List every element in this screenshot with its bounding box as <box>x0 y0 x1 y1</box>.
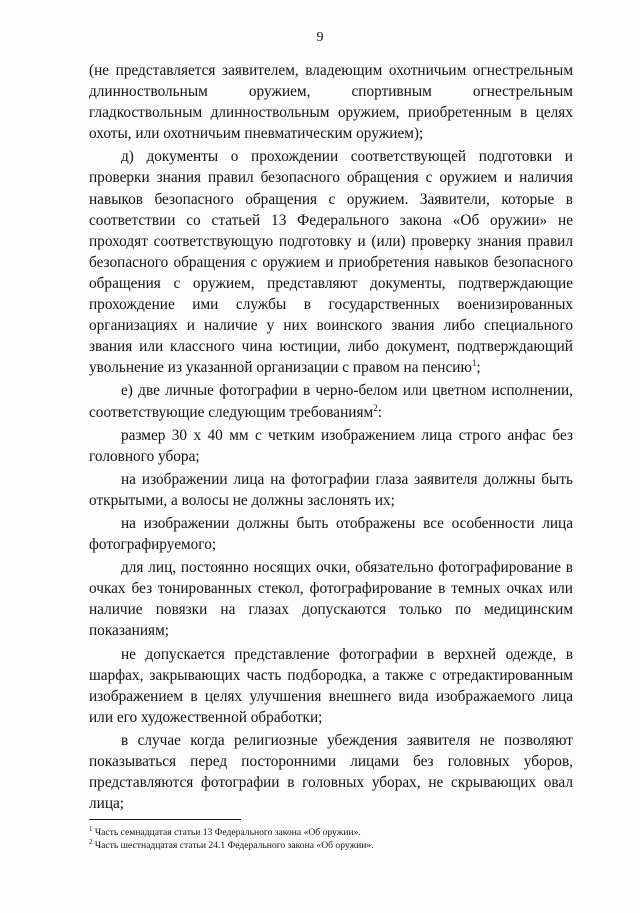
footnote-mark: 2 <box>89 837 93 846</box>
paragraph-tail: ; <box>476 359 481 377</box>
paragraph-text: е) две личные фотографии в черно-белом или цветном исполнении, соответствующие следующим требованиям <box>89 382 573 421</box>
photo-requirement-features: на изображении должны быть отображены все особенности лица фотографируемого; <box>89 514 573 554</box>
photo-requirement-glasses: для лиц, постоянно носящих очки, обязательно фотографирование в очках без тонированных стекол, фотографирование в темных очках или наличие повязки на глазах допускаются только по медицинским показаниям; <box>89 559 573 640</box>
page-number: 9 <box>316 30 324 45</box>
photo-requirement-outerwear: не допускается представление фотографии в верхней одежде, в шарфах, закрывающих часть подбородка, а также с отредактированным изображением в целях улучшения внешнего вида изображаемого лица или его художественной обработки; <box>89 645 573 726</box>
footnotes <box>89 826 573 852</box>
footnote-reference-2[interactable]: 2 <box>373 402 378 413</box>
photo-requirement-size: размер 30 х 40 мм с четким изображением лица строго анфас без головного убора; <box>89 426 573 465</box>
paragraph-continuation: (не представляется заявителем, владеющим охотничьим огнестрельным длинноствольным оружием, спортивным огнестрельным гладкоствольным длинноствольным оружием, приобретенным в целях охоты, или охотничьим пневматическим оружием); <box>89 62 573 143</box>
footnote-reference-1[interactable]: 1 <box>471 358 477 369</box>
footnote-mark: 1 <box>89 824 93 833</box>
footnote-text: Часть семнадцатая статьи 13 Федерального закона «Об оружии». <box>92 827 361 838</box>
photo-requirement-eyes: на изображении лица на фотографии глаза заявителя должны быть открытыми, а волосы не должны заслонять их; <box>89 470 573 509</box>
paragraph-item-d <box>89 146 573 378</box>
footnote-text: Часть шестнадцатая статьи 24.1 Федерального закона «Об оружии». <box>92 840 374 851</box>
paragraph-item-e <box>89 380 573 422</box>
paragraph-text: д) документы о прохождении соответствующей подготовки и проверки знания правил безопасного обращения с оружием и наличия навыков безопасного обращения с оружием. Заявители, которые в соответствии со статьей 13 Федерального закона «Об оружии» не проходят соответствующую подготовку и (или) проверку знания правил безопасного обращения с оружием и приобретения навыков безопасного обращения с оружием, представляют документы, подтверждающие прохождение ими службы в государственных военизированных организациях и наличие у них воинского звания либо специального звания или классного чина юстиции, либо документ, подтверждающий увольнение из указанной организации с правом на пенсию <box>89 148 573 377</box>
paragraph-tail: : <box>377 403 382 421</box>
footnote-2 <box>89 839 573 852</box>
body-text <box>89 60 573 814</box>
footnote-separator <box>89 819 241 820</box>
footnote-1 <box>89 826 573 839</box>
photo-requirement-headwear: в случае когда религиозные убеждения заявителя не позволяют показываться перед посторонними лицами без головных уборов, представляются фотографии в головных уборах, не скрывающих овал лица; <box>89 731 573 813</box>
